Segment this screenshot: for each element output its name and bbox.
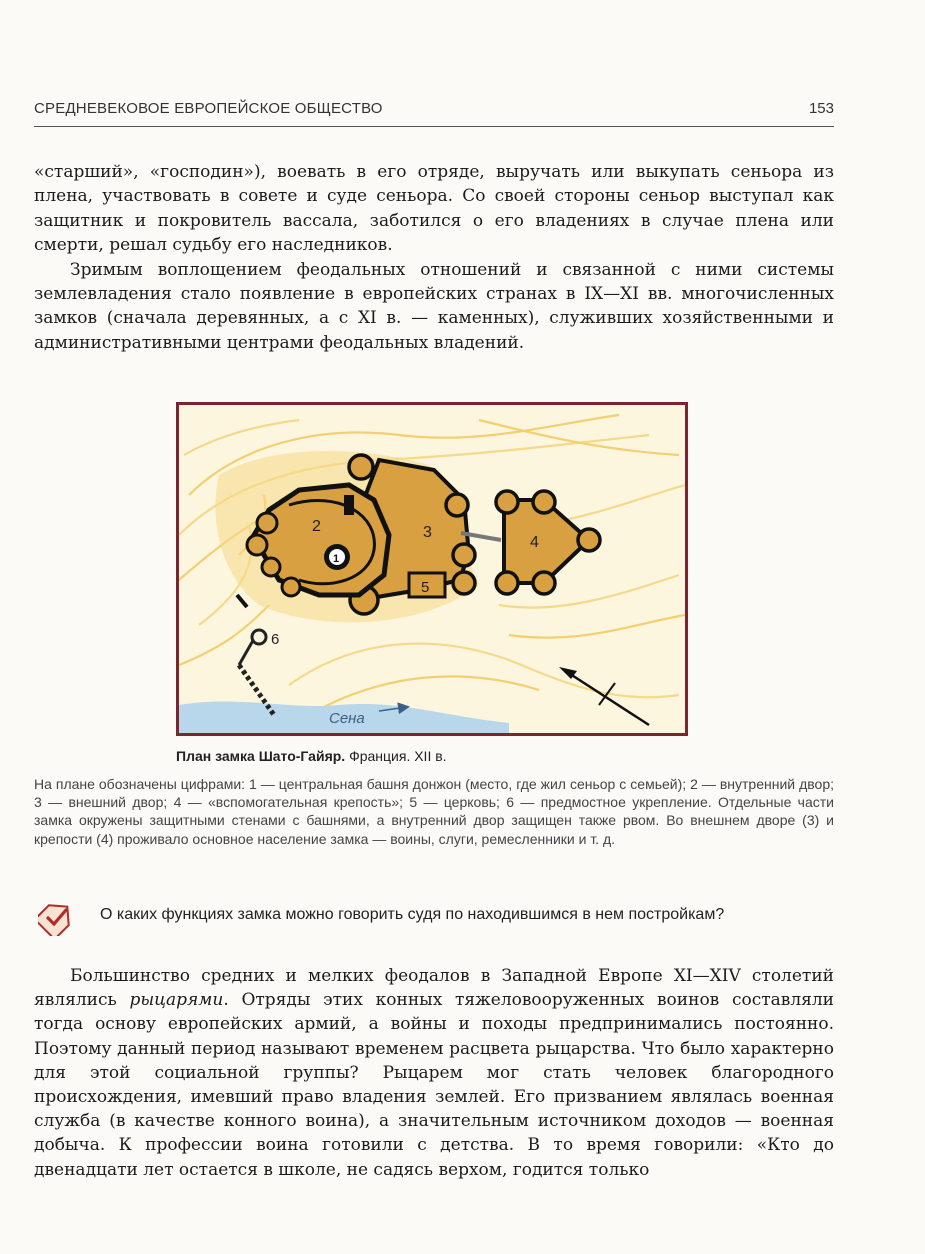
river-label: Сена — [329, 710, 365, 727]
body-text-bottom — [34, 964, 834, 1182]
castle-plan-map — [179, 405, 685, 733]
paragraph-1: «старший», «господин»), воевать в его отряде, выручать или выкупать сеньора из плена, участвовать в совете и суде сеньора. Со своей стороны сеньор выступал как защитник и покровитель вассала, заботился о его владениях в случае плена или смерти, решал судьбу его наследников. — [34, 162, 834, 256]
label-1: 1 — [333, 553, 340, 565]
body-text-top — [34, 160, 834, 355]
label-4: 4 — [530, 534, 539, 551]
caption-title: План замка Шато-Гайяр. — [176, 748, 346, 764]
figure-caption — [176, 748, 447, 764]
caption-rest: Франция. XII в. — [345, 748, 447, 764]
checkmark-icon — [38, 900, 74, 936]
p3-before: Большинство средних и мелких феодалов в Западной Европе XI—XIV столетий являлись — [34, 966, 834, 1011]
outpost-6 — [252, 630, 266, 644]
castle-plan-figure — [176, 402, 688, 736]
label-3: 3 — [423, 524, 432, 541]
review-question: О каких функциях замка можно говорить судя по находившимся в нем постройкам? — [100, 906, 725, 923]
section-title: СРЕДНЕВЕКОВОЕ ЕВРОПЕЙСКОЕ ОБЩЕСТВО — [34, 100, 383, 117]
p3-after: . Отряды этих конных тяжеловооруженных воинов составляли тогда основу европейских армий, а войны и походы предпринимались постоянно. Поэтому данный период называют временем расцвета рыцарства. Что было характерно для этой социальной группы? Рыцарем мог стать человек благородного происхождения, имевший право владения землей. Его призванием являлась военная служба (в качестве конного воина), а значительным источником доходов — военная добыча. К профессии воина готовили с детства. В то время говорили: «Кто до двенадцати лет остается в школе, не садясь верхом, годится только — [34, 990, 834, 1180]
paragraph-2: Зримым воплощением феодальных отношений и связанной с ними системы землевладения стало появление в европейских странах в IX—XI вв. многочисленных замков (сначала деревянных, а с XI в. — каменных), служивших хозяйственными и административными центрами феодальных владений. — [34, 259, 834, 353]
term-knights: рыцарями — [129, 990, 224, 1011]
label-6: 6 — [271, 631, 280, 648]
label-2: 2 — [312, 518, 321, 535]
page-number: 153 — [808, 100, 834, 117]
paragraph-3 — [34, 964, 834, 1182]
header-rule — [34, 126, 834, 127]
label-5: 5 — [421, 579, 430, 596]
figure-legend: На плане обозначены цифрами: 1 — центральная башня донжон (место, где жил сеньор с семьей); 2 — внутренний двор; 3 — внешний двор; 4 — «вспомогательная крепость»; 5 — церковь; 6 — предмостное укрепление. Отдельные части замка окружены защитными стенами с башнями, а внутренний двор защищен также рвом. Во внешнем дворе (3) и крепости (4) проживало основное население замка — воины, слуги, ремесленники и т. д. — [34, 776, 834, 847]
